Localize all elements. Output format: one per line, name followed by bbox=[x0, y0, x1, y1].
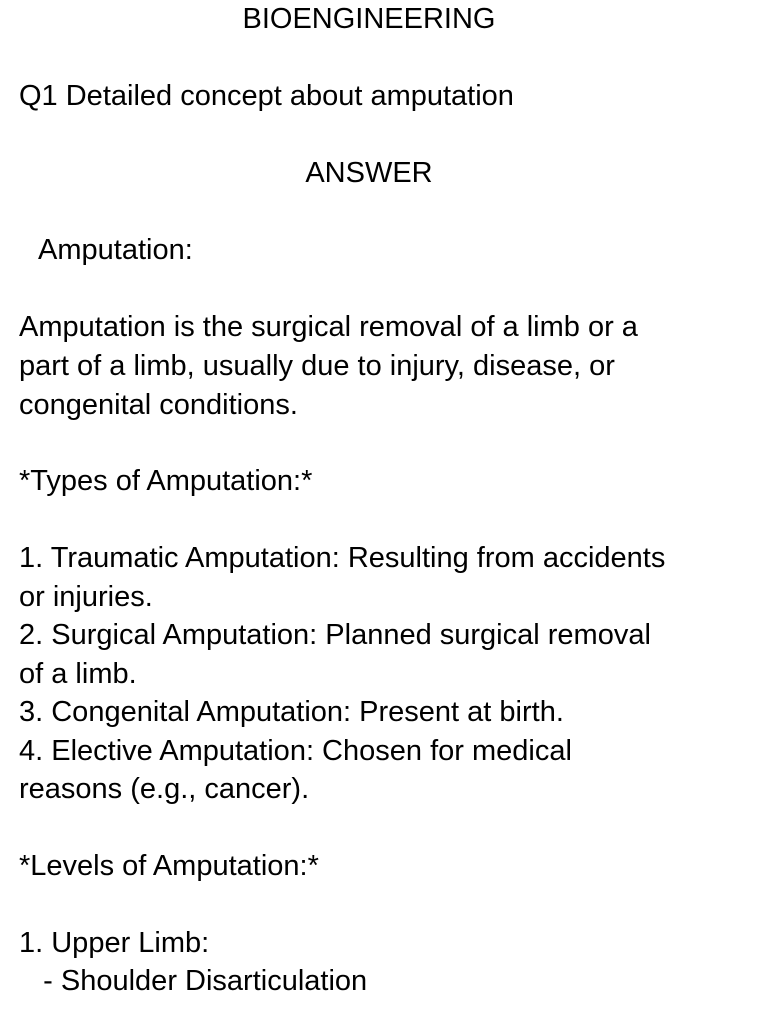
levels-list-line: 1. Upper Limb: bbox=[19, 927, 210, 959]
definition-line: part of a limb, usually due to injury, disease, or bbox=[19, 350, 615, 382]
question-text: Q1 Detailed concept about amputation bbox=[19, 80, 514, 112]
answer-heading: ANSWER bbox=[305, 157, 433, 189]
section-heading: Amputation: bbox=[38, 234, 193, 266]
document-title: BIOENGINEERING bbox=[242, 3, 496, 35]
types-list-line: reasons (e.g., cancer). bbox=[19, 773, 310, 805]
definition-line: Amputation is the surgical removal of a limb or a bbox=[19, 311, 638, 343]
types-heading: *Types of Amputation:* bbox=[19, 465, 313, 497]
types-list-line: 3. Congenital Amputation: Present at birth. bbox=[19, 696, 564, 728]
types-list-line: 1. Traumatic Amputation: Resulting from accidents bbox=[19, 542, 666, 574]
types-list-line: or injuries. bbox=[19, 581, 153, 613]
types-list-line: 4. Elective Amputation: Chosen for medical bbox=[19, 735, 572, 767]
types-list-line: 2. Surgical Amputation: Planned surgical removal bbox=[19, 619, 651, 651]
definition-line: congenital conditions. bbox=[19, 389, 298, 421]
levels-list-line: - Shoulder Disarticulation bbox=[19, 965, 368, 997]
types-list-line: of a limb. bbox=[19, 658, 137, 690]
levels-heading: *Levels of Amputation:* bbox=[19, 850, 319, 882]
